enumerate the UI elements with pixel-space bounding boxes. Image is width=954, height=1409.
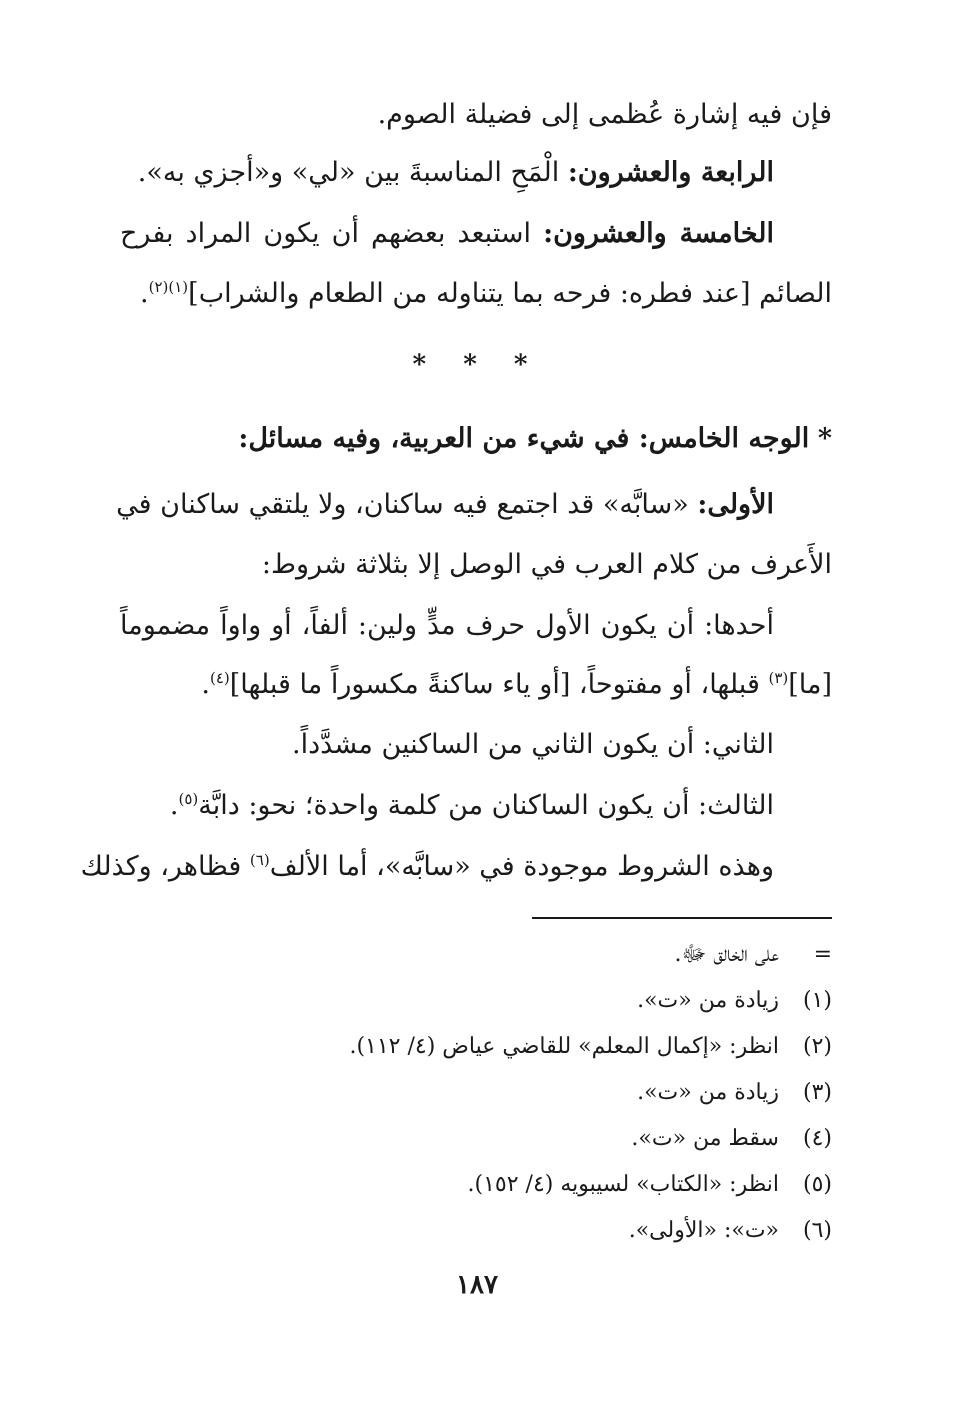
section-separator: * * * xyxy=(412,350,542,380)
footnote-number: (٢) xyxy=(802,1034,832,1059)
item-text: استبعد بعضهم أن يكون المراد بفرح xyxy=(120,218,532,249)
condition-text: [ما] xyxy=(788,669,832,700)
footnote-item xyxy=(120,1208,832,1254)
footnote-number: (١) xyxy=(802,988,832,1013)
heading-star: * xyxy=(817,423,832,454)
footnote-text: «ت»: «الأولى». xyxy=(628,1218,779,1243)
footnote-number: (٦) xyxy=(802,1218,832,1243)
footnote-text: زيادة من «ت». xyxy=(637,1080,779,1105)
text-line-cond2 xyxy=(120,716,832,774)
footnote-text: انظر: «الكتاب» لسيبويه (٤/ ١٥٢). xyxy=(467,1172,779,1197)
footnote-divider xyxy=(532,917,832,919)
condition-text: قبلها، أو مفتوحاً، [أو ياء ساكنةً مكسوراً ما قبلها] xyxy=(229,669,769,700)
footnote-ref: (٣) xyxy=(768,669,789,687)
footnote-ref: (١)(٢) xyxy=(148,278,189,296)
text-line-cond3 xyxy=(120,777,832,835)
footnote-item xyxy=(120,978,832,1024)
punctuation: . xyxy=(140,278,149,309)
footnote-number: (٣) xyxy=(802,1080,832,1105)
text-line-2 xyxy=(120,144,832,202)
page-number: ١٨٧ xyxy=(456,1270,498,1300)
item-text: الصائم [عند فطره: فرحه بما يتناوله من الطعام والشراب] xyxy=(188,278,832,309)
footnote-item xyxy=(120,1070,832,1116)
text-line-cond1-2 xyxy=(120,656,832,714)
item-label: الأولى: xyxy=(697,489,774,520)
paragraph-text: فظاهر، وكذلك xyxy=(80,851,250,882)
footnote-text: سقط من «ت». xyxy=(631,1126,779,1151)
condition-text: الثاني: أن يكون الثاني من الساكنين مشدَّداً. xyxy=(292,729,774,760)
item-text: الْمَحِ المناسبةَ بين «لي» و«أجزي به». xyxy=(137,157,560,188)
footnote-text: على الخالق ﷻ. xyxy=(674,942,779,967)
heading-text: الوجه الخامس: في شيء من العربية، وفيه مسائل: xyxy=(238,423,810,454)
text-line-4 xyxy=(120,265,832,323)
footnote-text: انظر: «إكمال المعلم» للقاضي عياض (٤/ ١١٢). xyxy=(349,1034,779,1059)
item-text: «سابَّه» قد اجتمع فيه ساكنان، ولا يلتقي ساكنان في xyxy=(116,489,689,520)
text-line-last xyxy=(80,838,832,896)
text-line-cond1-1 xyxy=(120,597,832,655)
footnote-ref: (٥) xyxy=(178,790,199,808)
item-label: الرابعة والعشرون: xyxy=(567,157,774,188)
paragraph-continuation: فإن فيه إشارة عُظمى إلى فضيلة الصوم. xyxy=(377,99,832,130)
paragraph-text: وهذه الشروط موجودة في «سابَّه»، أما الألف xyxy=(269,851,774,882)
footnote-item xyxy=(120,932,832,978)
section-heading xyxy=(120,410,832,468)
footnote-item xyxy=(120,1024,832,1070)
footnote-item xyxy=(120,1116,832,1162)
condition-text: أحدها: أن يكون الأول حرف مدٍّ ولين: ألفاً، أو واواً مضموماً xyxy=(120,610,774,641)
footnote-number: = xyxy=(813,942,832,967)
text-line-1 xyxy=(120,86,832,144)
item-text: الأَعرف من كلام العرب في الوصل إلا بثلاثة شروط: xyxy=(261,549,832,580)
text-line-first-2 xyxy=(120,536,832,594)
text-line-3 xyxy=(120,205,832,263)
punctuation: . xyxy=(201,669,210,700)
footnote-ref: (٦) xyxy=(249,851,270,869)
item-label: الخامسة والعشرون: xyxy=(543,218,774,249)
footnote-number: (٤) xyxy=(802,1126,832,1151)
footnote-item xyxy=(120,1162,832,1208)
footnote-ref: (٤) xyxy=(209,669,230,687)
condition-text: الثالث: أن يكون الساكنان من كلمة واحدة؛ نحو: دابَّة xyxy=(198,790,774,821)
punctuation: . xyxy=(169,790,179,821)
footnote-number: (٥) xyxy=(802,1172,832,1197)
text-line-first-1 xyxy=(116,476,832,534)
footnote-text: زيادة من «ت». xyxy=(637,988,779,1013)
